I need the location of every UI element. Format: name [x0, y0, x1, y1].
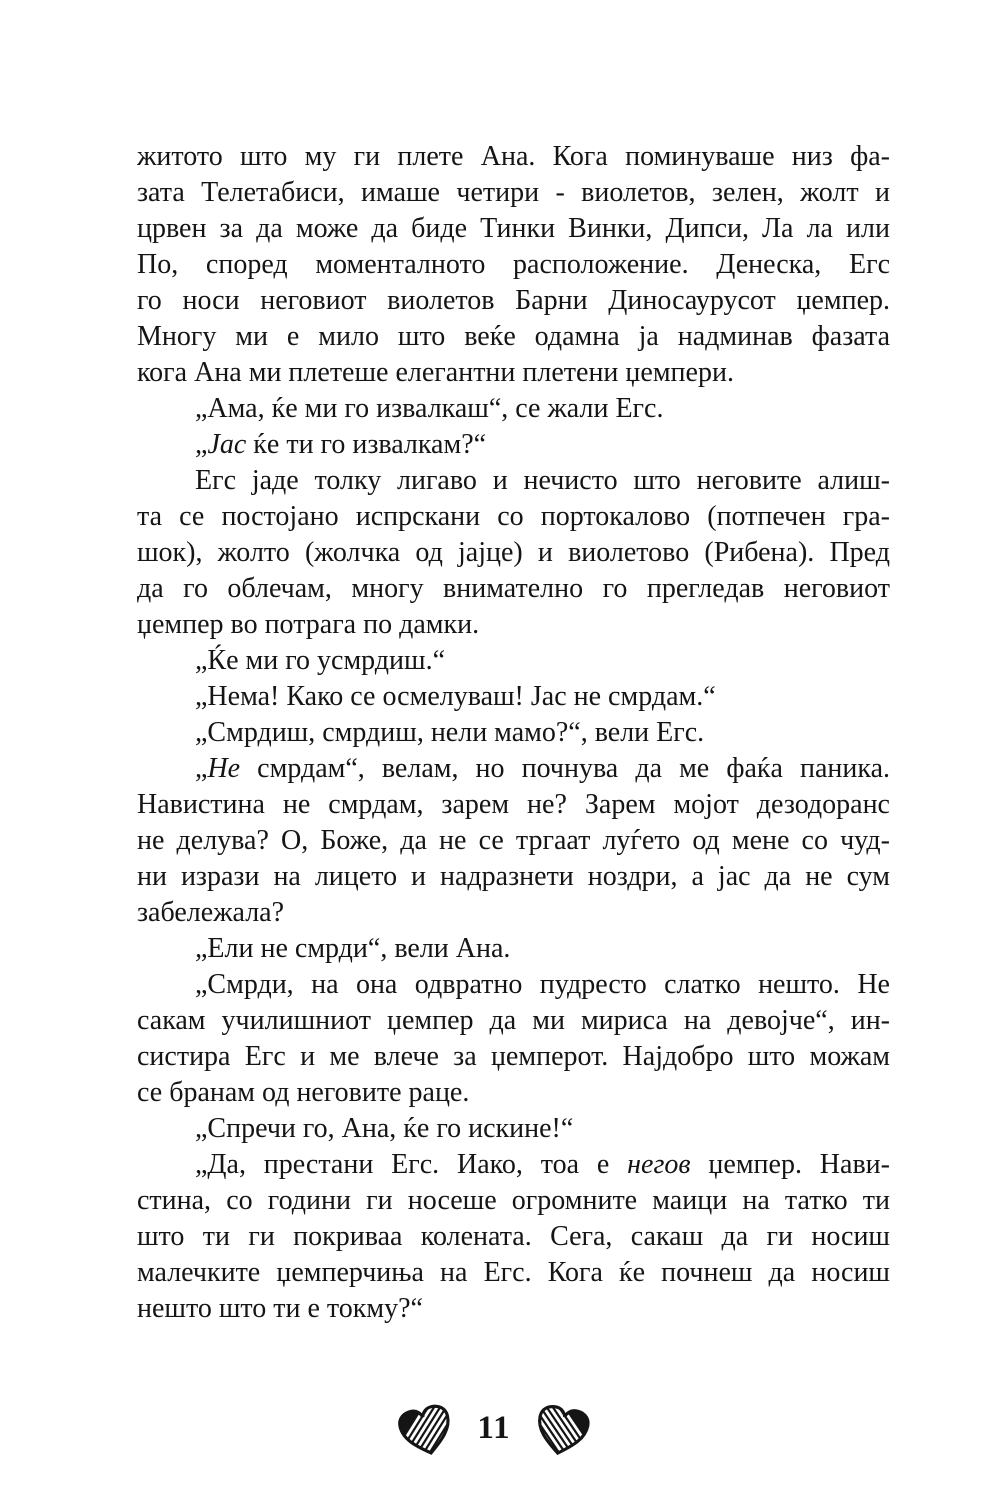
text-line: кога Ана ми плетеше елегантни плетени џемпери.	[137, 357, 734, 388]
text-line: „Ќе ми го усмрдиш.“	[195, 645, 446, 676]
paragraph	[137, 931, 890, 967]
italic-text: негов	[627, 1149, 691, 1180]
text-line: забележала?	[137, 897, 285, 928]
text-line: нешто што ти е токму?“	[137, 1293, 423, 1324]
page-footer	[0, 1401, 988, 1461]
paragraph	[137, 139, 890, 391]
text-line: го носи неговиот виолетов Барни Диносаурусот џемпер.	[137, 285, 890, 316]
plain-text: „	[195, 429, 208, 460]
paragraph	[137, 679, 890, 715]
text-line: По, според моменталното расположение. Денеска, Егс	[137, 249, 890, 280]
plain-text: смрдам“, велам, но почнува да ме фаќа паника.	[240, 753, 890, 784]
text-line: житото што му ги плете Ана. Кога поминуваше низ фа-	[137, 141, 890, 172]
paragraph	[137, 1147, 890, 1327]
text-line: стина, со години ги носеше огромните маици на татко ти	[137, 1185, 890, 1216]
text-line: „Спречи го, Ана, ќе го искине!“	[195, 1113, 574, 1144]
text-line: „Смрди, на она одвратно пудресто слатко нешто. Не	[195, 969, 890, 1000]
paragraph	[137, 1111, 890, 1147]
paragraph	[137, 463, 890, 643]
text-line: Навистина не смрдам, зарем не? Зарем мојот дезодоранс	[137, 789, 890, 820]
text-line: што ти ги покриваа колената. Сега, сакаш да ги носиш	[137, 1221, 890, 1252]
text-line: сакам училишниот џемпер да ми мириса на девојче“, ин-	[137, 1005, 890, 1036]
text-line: „Ели не смрди“, вели Ана.	[195, 933, 511, 964]
text-line	[137, 1147, 890, 1183]
paragraph	[137, 715, 890, 751]
text-line: зата Телетабиси, имаше четири - виолетов, зелен, жолт и	[137, 177, 890, 208]
plain-text: „	[195, 753, 208, 784]
page-number: 11	[477, 1409, 511, 1446]
text-line: Многу ми е мило што веќе одамна ја надминав фазата	[137, 321, 890, 352]
text-line	[137, 427, 890, 463]
text-line: „Смрдиш, смрдиш, нели мамо?“, вели Егс.	[195, 717, 705, 748]
text-line: малечките џемперчиња на Егс. Кога ќе почнеш да носиш	[137, 1257, 890, 1288]
text-line: Егс јаде толку лигаво и нечисто што неговите алиш-	[195, 465, 890, 496]
paragraph	[137, 427, 890, 463]
text-line: црвен за да може да биде Тинки Винки, Дипси, Ла ла или	[137, 213, 890, 244]
text-line: не делува? О, Боже, да не се тргаат луѓето од мене со чуд-	[137, 825, 890, 856]
text-line: шок), жолто (жолчка од јајце) и виолетово (Рибена). Пред	[137, 537, 890, 568]
paragraph	[137, 967, 890, 1111]
paragraph	[137, 751, 890, 931]
text-line: „Нема! Како се осмелуваш! Јас не смрдам.“	[195, 681, 716, 712]
text-line: се бранам од неговите раце.	[137, 1077, 470, 1108]
text-line: та се постојано испрскани со портокалово (потпечен гра-	[137, 501, 890, 532]
text-line	[137, 751, 890, 787]
paragraph	[137, 643, 890, 679]
body-text	[137, 139, 890, 1327]
text-line: да го облечам, многу внимателно го прегледав неговиот	[137, 573, 890, 604]
plain-text: „Да, престани Егс. Иако, тоа е	[195, 1149, 628, 1180]
text-line: џемпер во потрага по дамки.	[137, 609, 480, 640]
plain-text: ќе ти го извалкам?“	[246, 429, 487, 460]
text-line: систира Егс и ме влече за џемперот. Најдобро што можам	[137, 1041, 890, 1072]
text-line: „Ама, ќе ми го извалкаш“, се жали Егс.	[195, 393, 664, 424]
paragraph	[137, 391, 890, 427]
italic-text: Јас	[207, 429, 247, 460]
italic-text: Не	[207, 753, 241, 784]
text-line: ни изрази на лицето и надразнети ноздри, а јас да не сум	[137, 861, 890, 892]
plain-text: џемпер. Нави-	[690, 1149, 890, 1180]
striped-heart-icon	[530, 1401, 593, 1460]
striped-heart-icon	[394, 1401, 458, 1462]
